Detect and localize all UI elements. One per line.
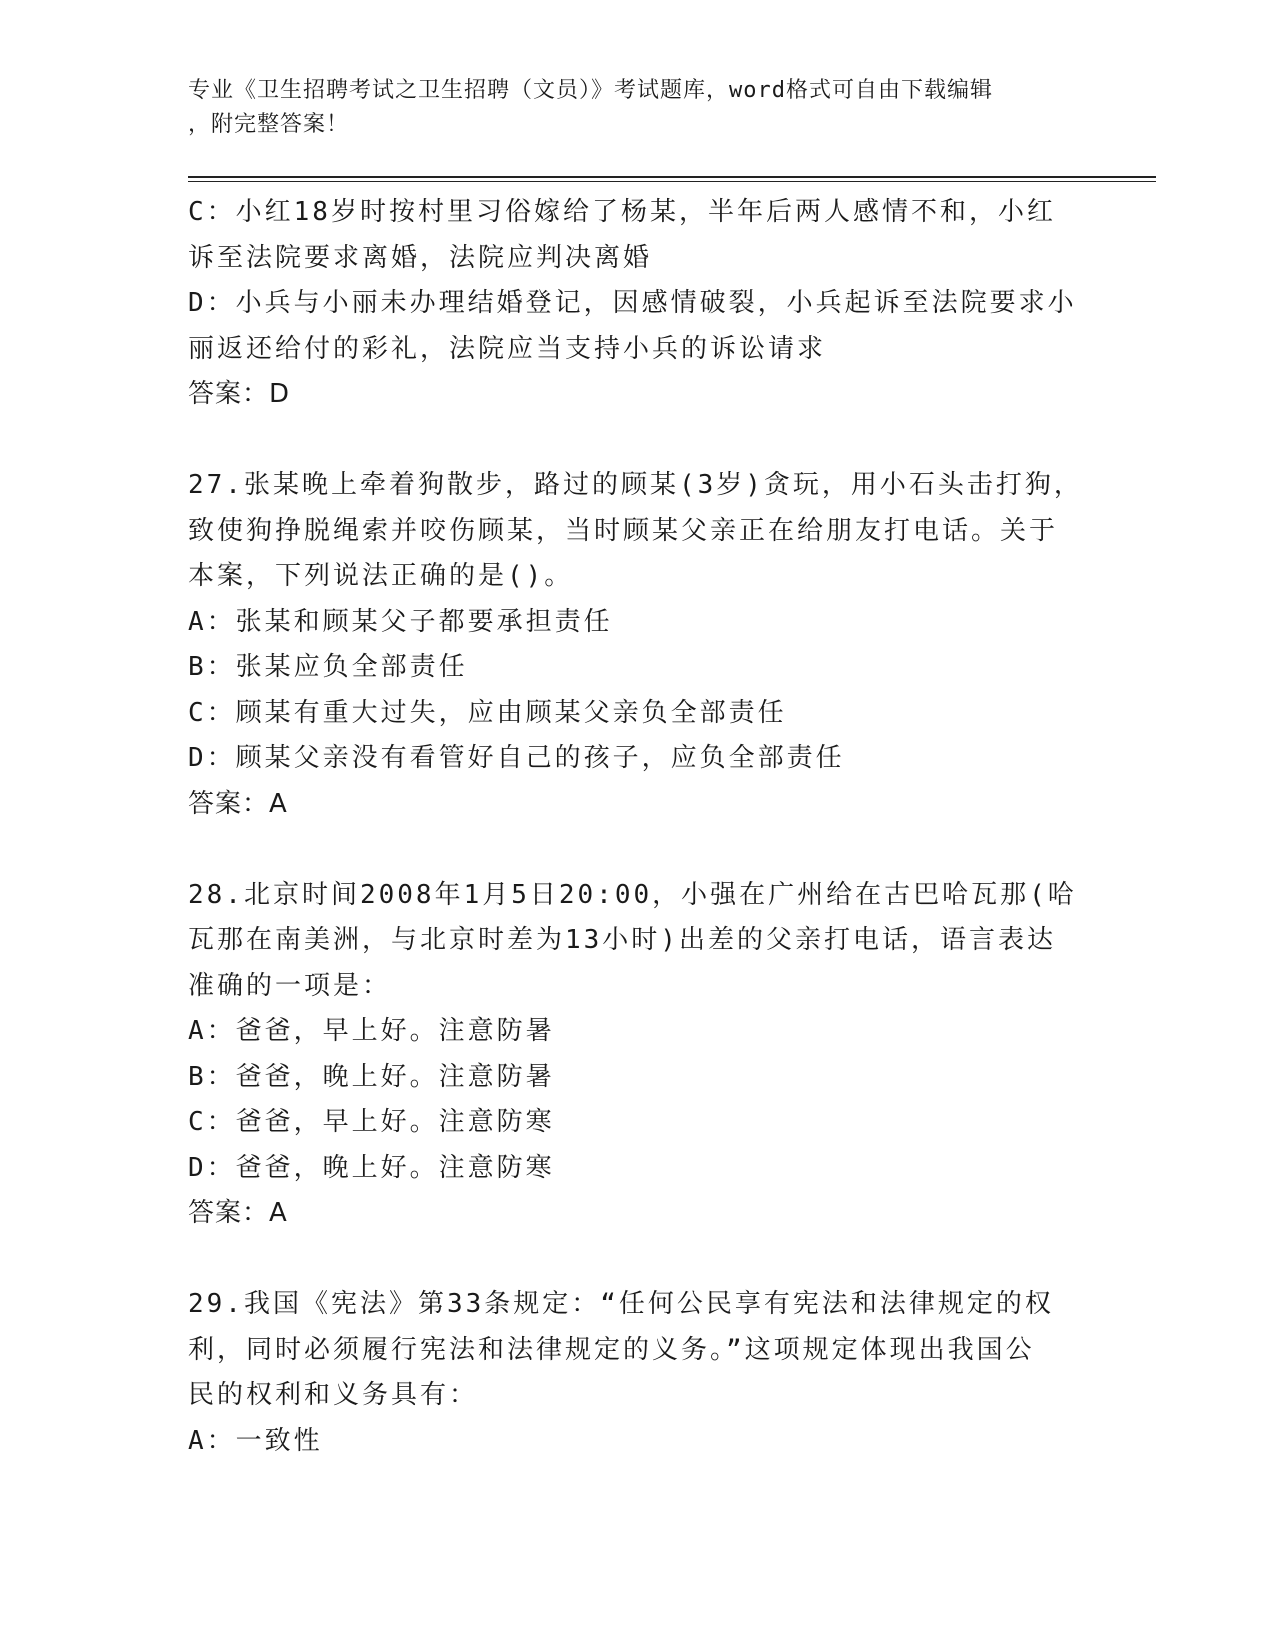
spacer bbox=[188, 1237, 1088, 1283]
document-header bbox=[188, 74, 1068, 142]
question-27-stem-3: 本案，下列说法正确的是()。 bbox=[188, 561, 574, 591]
question-28 bbox=[188, 873, 1088, 1237]
option-c-line-2: 诉至法院要求离婚，法院应判决离婚 bbox=[188, 242, 653, 273]
header-line-1: 专业《卫生招聘考试之卫生招聘（文员）》考试题库，word格式可自由下载编辑 bbox=[188, 78, 993, 103]
question-27-stem-1: 27.张某晚上牵着狗散步，路过的顾某(3岁)贪玩，用小石头击打狗， bbox=[188, 470, 1083, 500]
header-divider-thick bbox=[188, 176, 1156, 178]
option-a: A：一致性 bbox=[188, 1425, 323, 1456]
question-29-stem-1: 29.我国《宪法》第33条规定：“任何公民享有宪法和法律规定的权 bbox=[188, 1289, 1054, 1319]
option-c-line-1: C：小红18岁时按村里习俗嫁给了杨某，半年后两人感情不和，小红 bbox=[188, 197, 1056, 227]
question-28-stem-2: 瓦那在南美洲，与北京时差为13小时)出差的父亲打电话，语言表达 bbox=[188, 925, 1056, 955]
header-divider-thin bbox=[188, 181, 1156, 182]
option-b: B：张某应负全部责任 bbox=[188, 652, 468, 682]
option-d-line-1: D：小兵与小丽未办理结婚登记，因感情破裂，小兵起诉至法院要求小 bbox=[188, 288, 1077, 318]
question-27-stem-2: 致使狗挣脱绳索并咬伤顾某，当时顾某父亲正在给朋友打电话。关于 bbox=[188, 515, 1059, 546]
question-29 bbox=[188, 1282, 1088, 1464]
answer-28: 答案：A bbox=[188, 1198, 288, 1228]
option-a: A：爸爸，早上好。注意防暑 bbox=[188, 1016, 555, 1046]
option-a: A：张某和顾某父子都要承担责任 bbox=[188, 606, 613, 637]
question-28-stem-3: 准确的一项是： bbox=[188, 970, 392, 1001]
spacer bbox=[188, 418, 1088, 464]
option-b: B：爸爸，晚上好。注意防暑 bbox=[188, 1061, 555, 1092]
option-d-line-2: 丽返还给付的彩礼，法院应当支持小兵的诉讼请求 bbox=[188, 333, 827, 364]
answer-26: 答案：D bbox=[188, 379, 291, 409]
question-28-stem-1: 28.北京时间2008年1月5日20:00，小强在广州给在古巴哈瓦那(哈 bbox=[188, 879, 1077, 910]
answer-27: 答案：A bbox=[188, 788, 288, 819]
question-26-tail bbox=[188, 190, 1088, 418]
question-content bbox=[188, 190, 1088, 1464]
question-29-stem-2: 利，同时必须履行宪法和法律规定的义务。”这项规定体现出我国公 bbox=[188, 1334, 1035, 1365]
option-c: C：爸爸，早上好。注意防寒 bbox=[188, 1107, 555, 1137]
option-c: C：顾某有重大过失，应由顾某父亲负全部责任 bbox=[188, 697, 787, 728]
spacer bbox=[188, 827, 1088, 873]
option-d: D：顾某父亲没有看管好自己的孩子，应负全部责任 bbox=[188, 743, 845, 773]
option-d: D：爸爸，晚上好。注意防寒 bbox=[188, 1152, 555, 1183]
question-29-stem-3: 民的权利和义务具有： bbox=[188, 1380, 479, 1410]
header-line-2: ，附完整答案！ bbox=[188, 112, 350, 137]
question-27 bbox=[188, 463, 1088, 827]
